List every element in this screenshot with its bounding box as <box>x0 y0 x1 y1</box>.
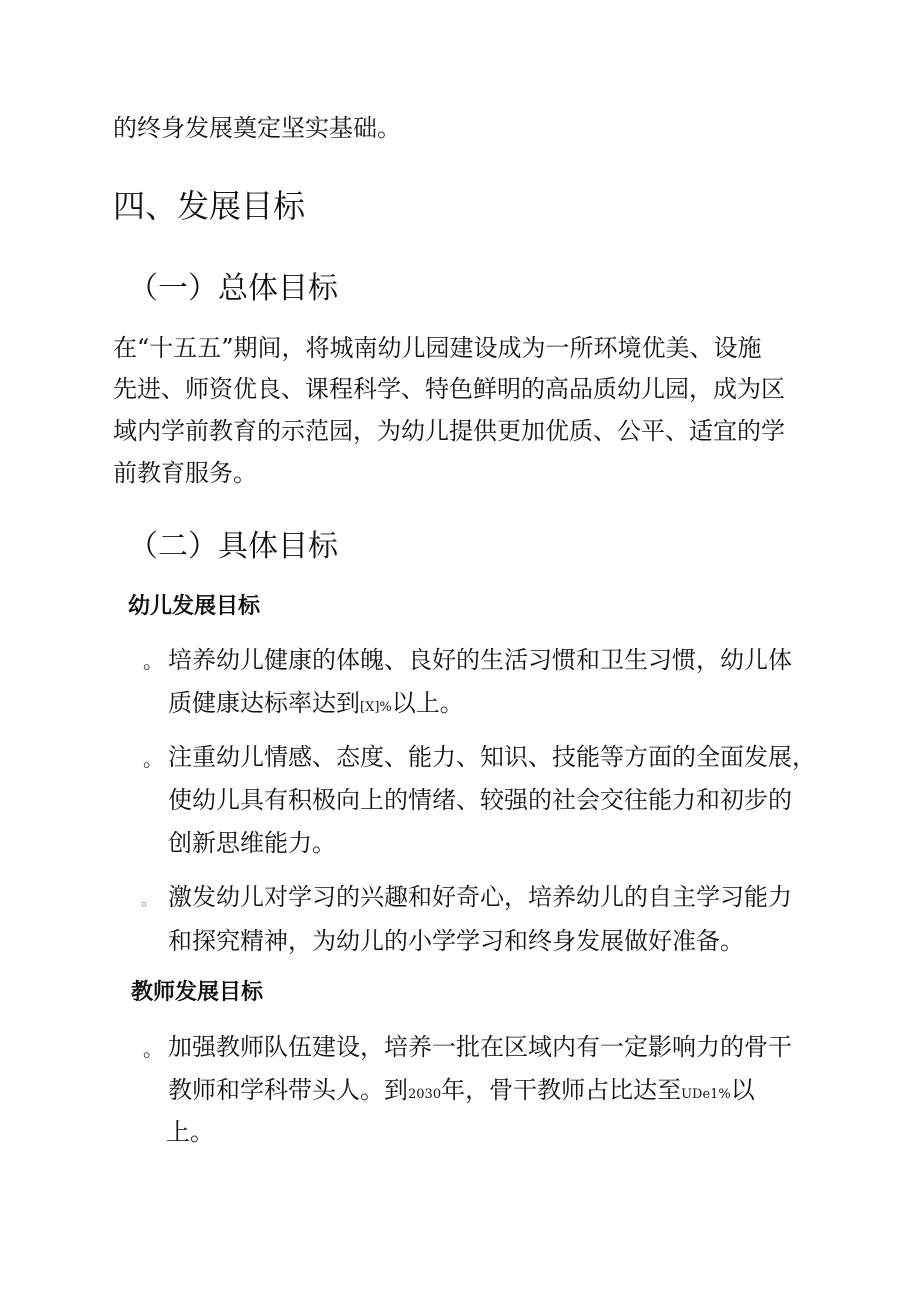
teacher-goals-heading: 教师发展目标 <box>131 980 264 1005</box>
bullet-marker: 。 <box>141 890 158 909</box>
child-item-1-line-2-pre: 质健康达标率达到 <box>168 689 360 717</box>
bullet-marker: 。 <box>143 649 163 673</box>
section-heading: 四、发展目标 <box>113 187 306 225</box>
child-item-1-rate: [X]% <box>360 700 392 715</box>
child-item-1-line-2-post: 以上。 <box>391 689 464 717</box>
child-item-1-line-2 <box>168 686 464 725</box>
teacher-item-1-ratio: UDe1% <box>681 1087 731 1102</box>
teacher-item-1-year: 2030 <box>408 1087 442 1102</box>
child-goals-heading: 幼儿发展目标 <box>128 594 261 619</box>
sub-heading-specific: （二）具体目标 <box>128 529 338 564</box>
child-item-3-line-1: 激发幼儿对学习的兴趣和好奇心，培养幼儿的自主学习能力 <box>168 883 792 911</box>
overall-paragraph-line-4: 前教育服务。 <box>113 459 257 487</box>
teacher-item-1-line-2-c: 以 <box>730 1076 755 1104</box>
sub-heading-overall: （一）总体目标 <box>128 271 338 306</box>
intro-tail-line: 的终身发展奠定坚实基础。 <box>113 114 401 142</box>
overall-paragraph-line-2: 先进、师资优良、课程科学、特色鲜明的高品质幼儿园，成为区 <box>113 375 785 403</box>
teacher-item-1-line-2 <box>168 1073 755 1112</box>
child-item-3-line-2: 和探究精神，为幼儿的小学学习和终身发展做好准备。 <box>168 927 744 955</box>
child-item-2-line-3: 创新思维能力。 <box>168 829 336 857</box>
overall-paragraph-line-3: 域内学前教育的示范园，为幼儿提供更加优质、公平、适宜的学 <box>113 417 785 445</box>
bullet-marker: 。 <box>143 747 163 771</box>
child-item-2-line-2: 使幼儿具有积极向上的情绪、较强的社会交往能力和初步的 <box>168 786 792 814</box>
child-item-2-line-1: 注重幼儿情感、态度、能力、知识、技能等方面的全面发展， <box>168 743 816 771</box>
overall-paragraph-line-1: 在“十五五”期间，将城南幼儿园建设成为一所环境优美、设施 <box>113 334 762 362</box>
bullet-marker: 。 <box>143 1037 163 1061</box>
teacher-item-1-line-3: 上。 <box>166 1118 214 1146</box>
teacher-item-1-line-2-a: 教师和学科带头人。到 <box>168 1076 408 1104</box>
child-item-1-line-1: 培养幼儿健康的体魄、良好的生活习惯和卫生习惯，幼儿体 <box>168 646 792 674</box>
teacher-item-1-line-1: 加强教师队伍建设，培养一批在区域内有一定影响力的骨干 <box>168 1033 792 1061</box>
teacher-item-1-line-2-b: 年，骨干教师占比达至 <box>441 1076 682 1104</box>
